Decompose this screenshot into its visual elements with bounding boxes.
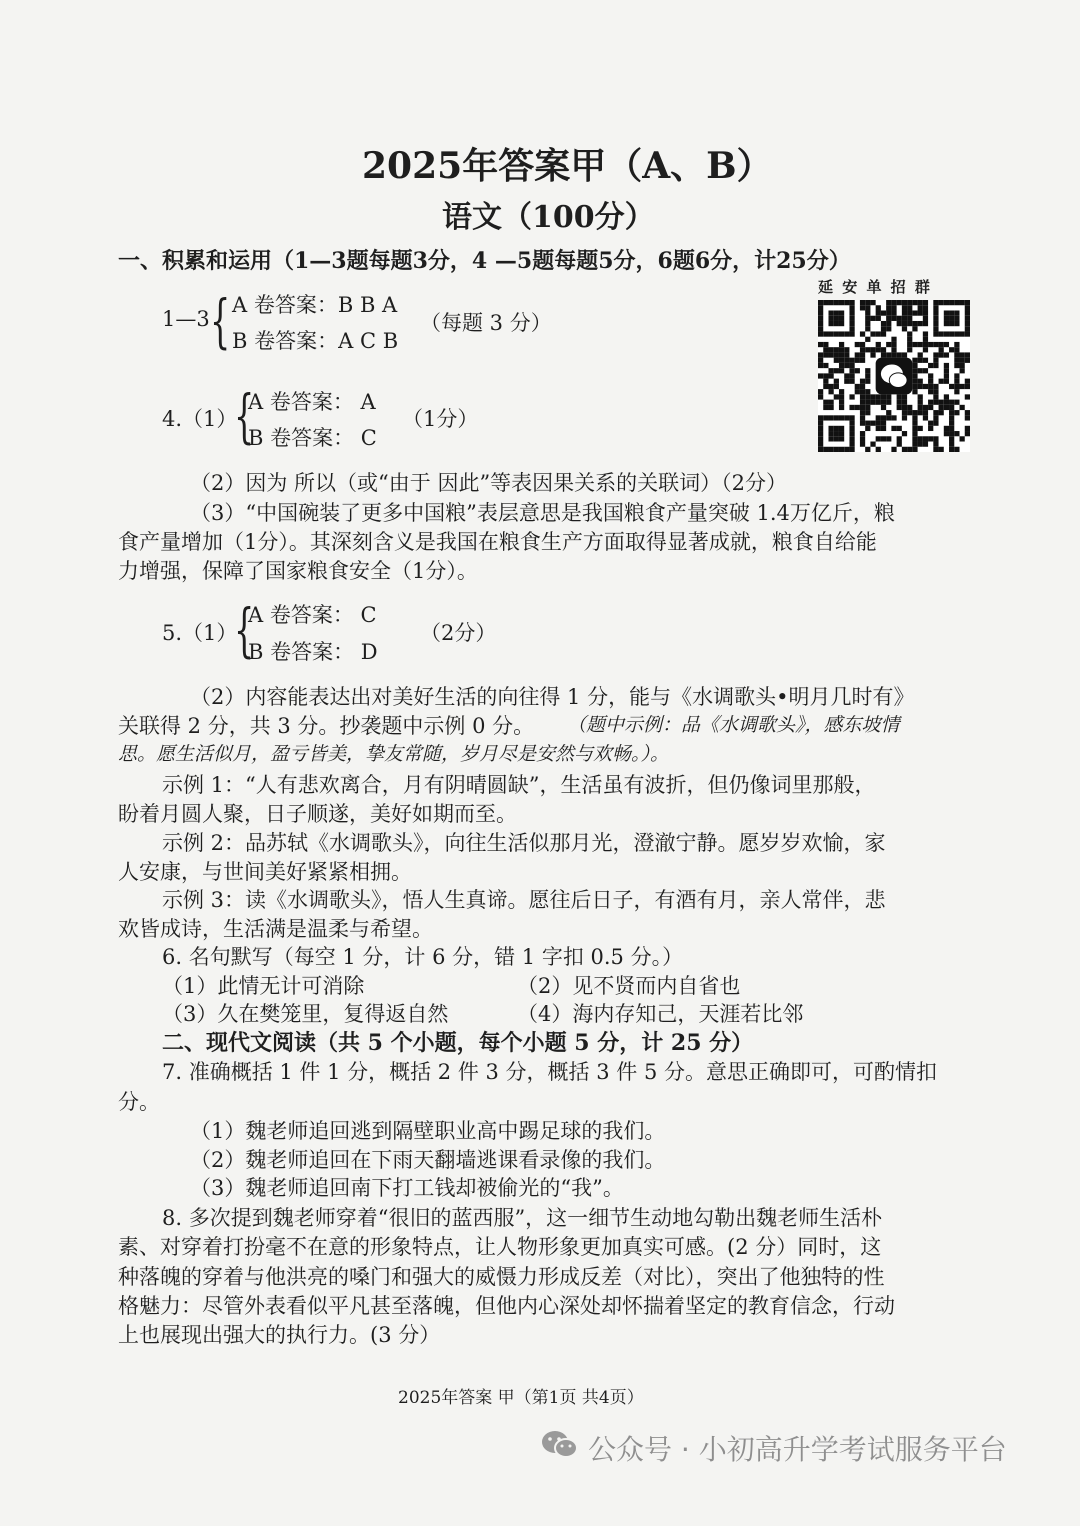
qr-code-graphic: [818, 300, 970, 452]
q4-part2: （2）因为 所以（或“由于 因此”等表因果关系的关联词）（2分）: [190, 471, 788, 495]
q5-example-note-cont: 思。愿生活似月，盈亏皆美，挚友常随，岁月尽是安然与欢畅。）。: [118, 743, 670, 765]
q6-title: 6. 名句默写（每空 1 分，计 6 分，错 1 字扣 0.5 分。）: [162, 945, 684, 969]
q5-example-note: （题中示例：品《水调歌头》，感东坡情: [567, 714, 900, 736]
q6-answer-2: （2）见不贤而内自省也: [517, 974, 741, 998]
q5-score: （2分）: [420, 621, 497, 645]
page-footer: 2025年答案 甲（第1页 共4页）: [398, 1388, 644, 1408]
q1-3-answer-a: A 卷答案：B B A: [232, 293, 398, 317]
q4-score: （1分）: [402, 407, 479, 431]
q7-item3: （3）魏老师追回南下打工钱却被偷光的“我”。: [190, 1176, 624, 1200]
q4-part3-line3: 力增强，保障了国家粮食安全（1分）。: [118, 559, 478, 583]
brace-icon: {: [234, 596, 255, 664]
section1-heading: 一、积累和运用（1—3题每题3分，4 —5题每题5分，6题6分，计25分）: [118, 248, 851, 274]
q7-item1: （1）魏老师追回逃到隔壁职业高中踢足球的我们。: [190, 1119, 666, 1143]
wechat-icon: [540, 1428, 580, 1466]
q7-item2: （2）魏老师追回在下雨天翻墙逃课看录像的我们。: [190, 1148, 666, 1172]
q8-line4: 格魅力：尽管外表看似平凡甚至落魄，但他内心深处却怀揣着坚定的教育信念，行动: [118, 1294, 895, 1318]
q4-answer-b: B 卷答案： C: [248, 426, 377, 450]
section2-heading: 二、现代文阅读（共 5 个小题，每个小题 5 分，计 25 分）: [162, 1030, 754, 1056]
q5-example3-line1: 示例 3：读《水调歌头》，悟人生真谛。愿往后日子，有酒有月，亲人常伴，悲: [162, 888, 886, 912]
q5-part2-line1: （2）内容能表达出对美好生活的向往得 1 分，能与《水调歌头•明月几时有》: [190, 685, 915, 709]
q5-answer-a: A 卷答案： C: [248, 603, 377, 627]
q8-line2: 素、对穿着打扮毫不在意的形象特点，让人物形象更加真实可感。(2 分）同时，这: [118, 1235, 882, 1259]
q5-label: 5.（1）: [162, 621, 238, 645]
q4-part3-line2: 食产量增加（1分）。其深刻含义是我国在粮食生产方面取得显著成就，粮食自给能: [118, 530, 877, 554]
q5-example2-line1: 示例 2：品苏轼《水调歌头》，向往生活似那月光，澄澈宁静。愿岁岁欢愉，家: [162, 831, 886, 855]
q8-line5: 上也展现出强大的执行力。(3 分）: [118, 1323, 441, 1347]
page-subtitle: 语文（100分）: [442, 200, 655, 235]
qr-code: [818, 300, 970, 452]
brace-icon: {: [234, 382, 255, 450]
q1-3-answer-b: B 卷答案：A C B: [232, 329, 399, 353]
watermark-text: 公众号 · 小初高升学考试服务平台: [588, 1433, 1007, 1466]
brace-icon: {: [210, 287, 231, 355]
q4-answer-a: A 卷答案： A: [248, 390, 376, 414]
q5-example1-line1: 示例 1：“人有悲欢离合，月有阴晴圆缺”，生活虽有波折，但仍像词里那般，: [162, 773, 876, 797]
q8-line3: 种落魄的穿着与他洪亮的嗓门和强大的威慑力形成反差（对比），突出了他独特的性: [118, 1265, 885, 1289]
q5-example1-line2: 盼着月圆人聚，日子顺遂，美好如期而至。: [118, 802, 517, 826]
page-title: 2025年答案甲（A、B）: [362, 145, 773, 187]
q1-3-score: （每题 3 分）: [420, 311, 552, 335]
q5-part2-line2a: 关联得 2 分，共 3 分。抄袭题中示例 0 分。: [118, 714, 535, 738]
q5-example2-line2: 人安康，与世间美好紧紧相拥。: [118, 860, 412, 884]
q5-example3-line2: 欢皆成诗，生活满是温柔与希望。: [118, 917, 433, 941]
q4-label: 4.（1）: [162, 407, 238, 431]
q6-answer-1: （1）此情无计可消除: [162, 974, 365, 998]
q6-answer-4: （4）海内存知己，天涯若比邻: [517, 1002, 804, 1026]
q1-3-label: 1—3: [162, 307, 210, 331]
qr-caption: 延 安 单 招 群: [818, 278, 932, 296]
q6-answer-3: （3）久在樊笼里，复得返自然: [162, 1002, 449, 1026]
q4-part3-line1: （3）“中国碗装了更多中国粮”表层意思是我国粮食产量突破 1.4万亿斤，粮: [190, 501, 895, 525]
q7-line1: 7. 准确概括 1 件 1 分，概括 2 件 3 分，概括 3 件 5 分。意思正确即可，可酌情扣: [162, 1060, 937, 1084]
q5-answer-b: B 卷答案： D: [248, 640, 378, 664]
q8-line1: 8. 多次提到魏老师穿着“很旧的蓝西服”，这一细节生动地勾勒出魏老师生活朴: [162, 1206, 883, 1230]
q7-line2: 分。: [118, 1090, 160, 1114]
